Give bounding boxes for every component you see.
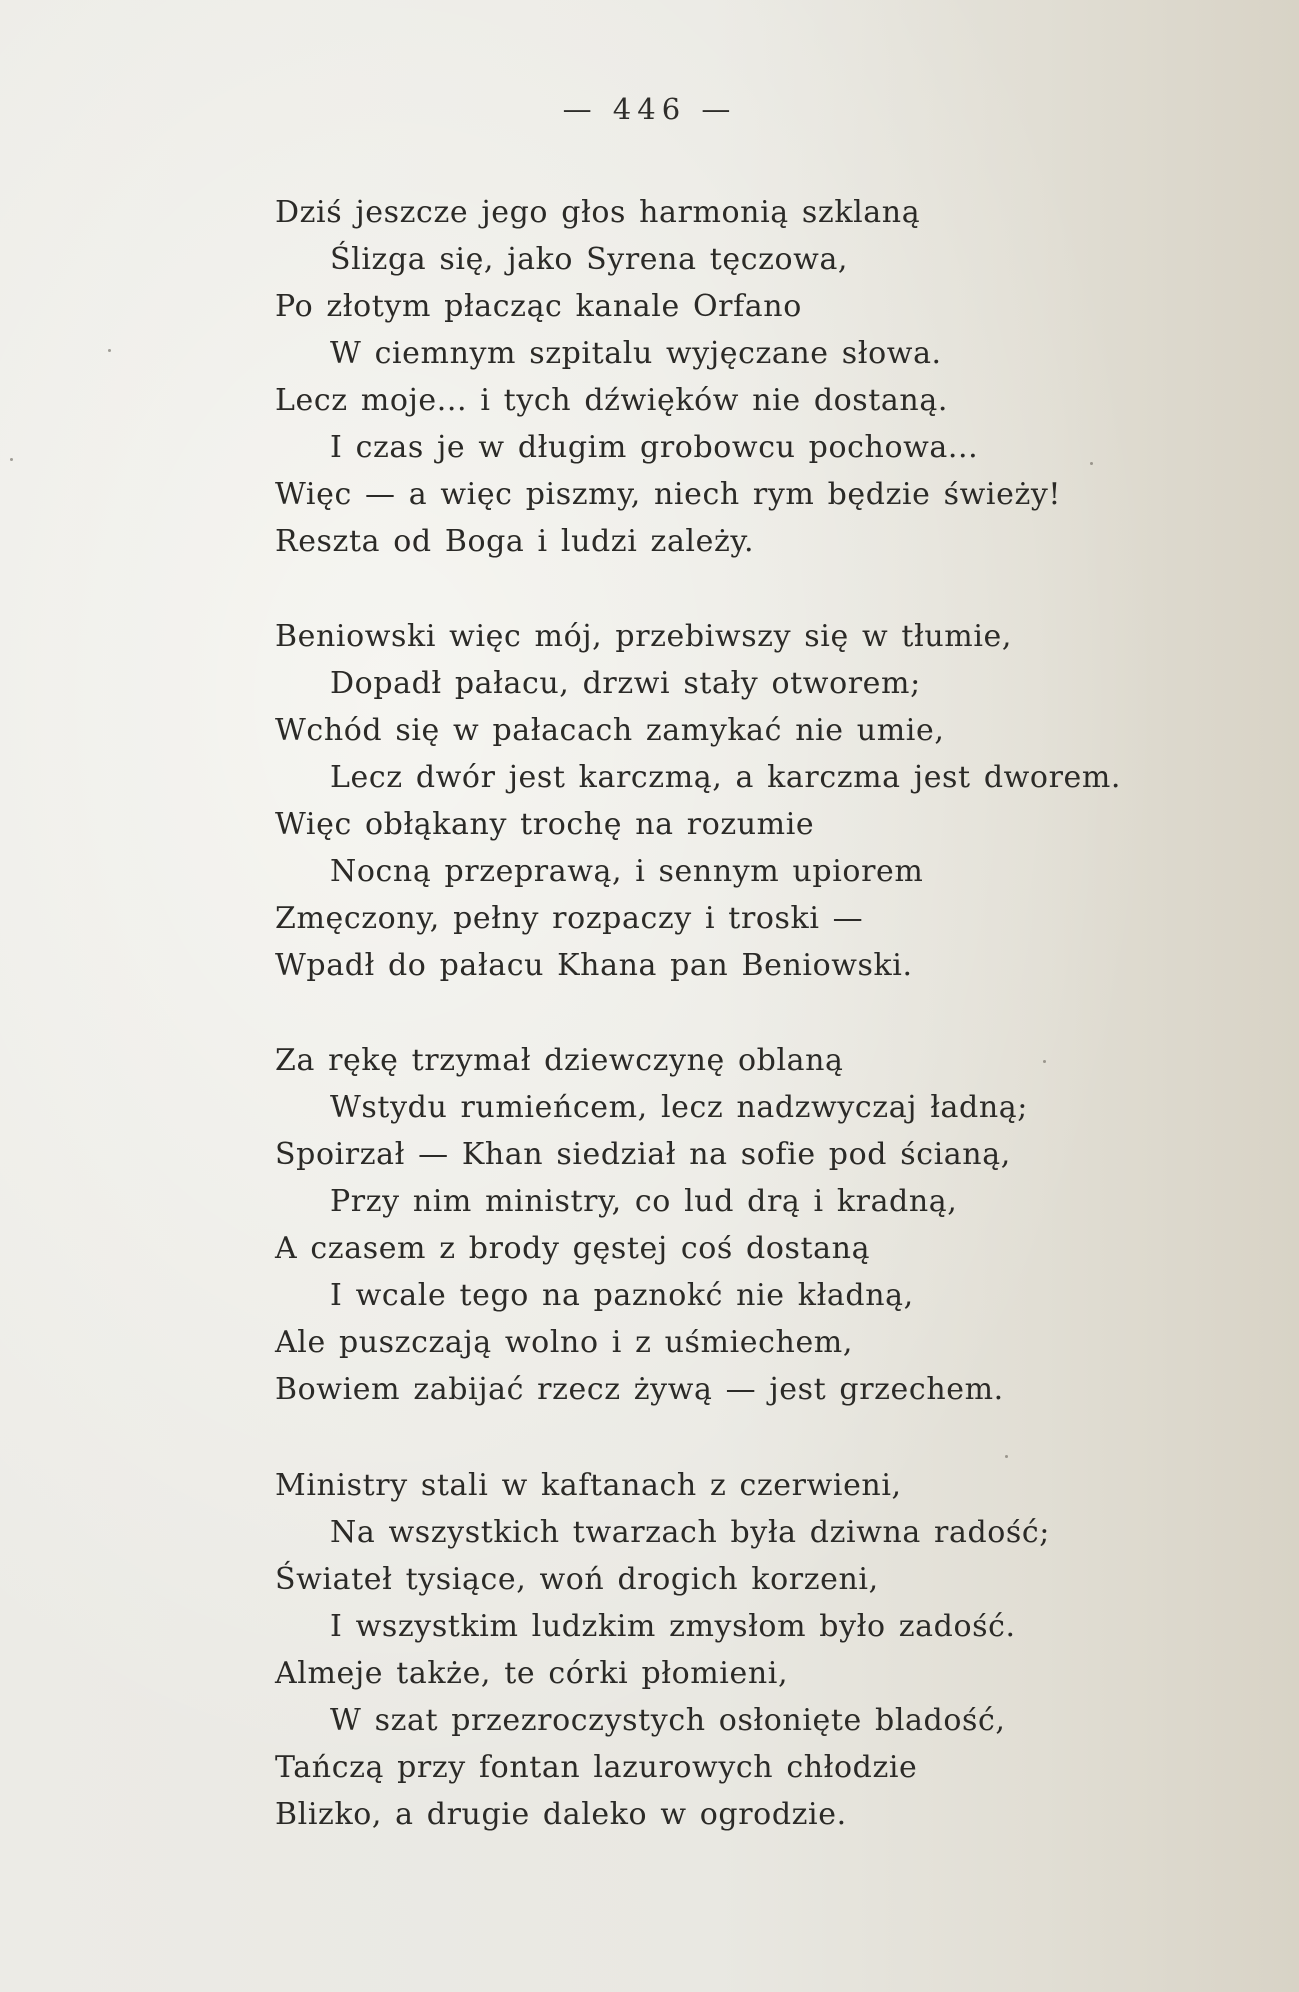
paper-speck <box>10 458 13 461</box>
paper-speck <box>108 349 111 352</box>
verse-line: Zmęczony, pełny rozpaczy i troski — <box>275 901 864 936</box>
stanza <box>275 613 1235 989</box>
verse-line: Nocną przeprawą, i sennym upiorem <box>330 854 924 889</box>
verse-line: Bowiem zabijać rzecz żywą — jest grzechem. <box>275 1372 1004 1407</box>
page-number: — 446 — <box>562 92 737 126</box>
verse-line: Więc obłąkany trochę na rozumie <box>275 807 815 842</box>
verse-line: Ministry stali w kaftanach z czerwieni, <box>275 1468 902 1503</box>
verse-line: Na wszystkich twarzach była dziwna radość; <box>330 1515 1051 1550</box>
verse-line: Świateł tysiące, woń drogich korzeni, <box>275 1562 879 1597</box>
verse-line: Wchód się w pałacach zamykać nie umie, <box>275 713 945 748</box>
verse-line: Blizko, a drugie daleko w ogrodzie. <box>275 1797 847 1832</box>
verse-line: Ale puszczają wolno i z uśmiechem, <box>275 1325 853 1360</box>
verse-line: Po złotym płacząc kanale Orfano <box>275 289 802 324</box>
verse-line: Almeje także, te córki płomieni, <box>275 1656 789 1691</box>
verse-line: Wstydu rumieńcem, lecz nadzwyczaj ładną; <box>330 1090 1028 1125</box>
verse-line: Beniowski więc mój, przebiwszy się w tłumie, <box>275 619 1013 654</box>
verse-line: I wszystkim ludzkim zmysłom było zadość. <box>330 1609 1016 1644</box>
verse-line: Za rękę trzymał dziewczynę oblaną <box>275 1043 844 1078</box>
paper-speck <box>1043 1060 1046 1063</box>
verse-line: A czasem z brody gęstej coś dostaną <box>275 1231 871 1266</box>
verse-line: Wpadł do pałacu Khana pan Beniowski. <box>275 948 913 983</box>
verse-line: W szat przezroczystych osłonięte bladość, <box>330 1703 1006 1738</box>
verse-line: Dopadł pałacu, drzwi stały otworem; <box>330 666 921 701</box>
verse-line: Przy nim ministry, co lud drą i kradną, <box>330 1184 958 1219</box>
stanza <box>275 189 1235 565</box>
verse-line: Lecz dwór jest karczmą, a karczma jest dworem. <box>330 760 1122 795</box>
verse-line: Reszta od Boga i ludzi zależy. <box>275 524 755 559</box>
verse-line: Spoirzał — Khan siedział na sofie pod ścianą, <box>275 1137 1011 1172</box>
verse-line: Dziś jeszcze jego głos harmonią szklaną <box>275 195 921 230</box>
stanza <box>275 1462 1235 1838</box>
verse-line: Ślizga się, jako Syrena tęczowa, <box>330 242 849 277</box>
verse-line: W ciemnym szpitalu wyjęczane słowa. <box>330 336 942 371</box>
verse-line: Lecz moje... i tych dźwięków nie dostaną. <box>275 383 948 418</box>
paper-speck <box>1090 462 1093 465</box>
verse-line: I czas je w długim grobowcu pochowa... <box>330 430 979 465</box>
verse-line: Tańczą przy fontan lazurowych chłodzie <box>275 1750 918 1785</box>
stanza <box>275 1037 1235 1413</box>
paper-speck <box>1005 1455 1008 1458</box>
verse-line: I wcale tego na paznokć nie kładną, <box>330 1278 914 1313</box>
verse-line: Więc — a więc piszmy, niech rym będzie świeży! <box>275 477 1062 512</box>
